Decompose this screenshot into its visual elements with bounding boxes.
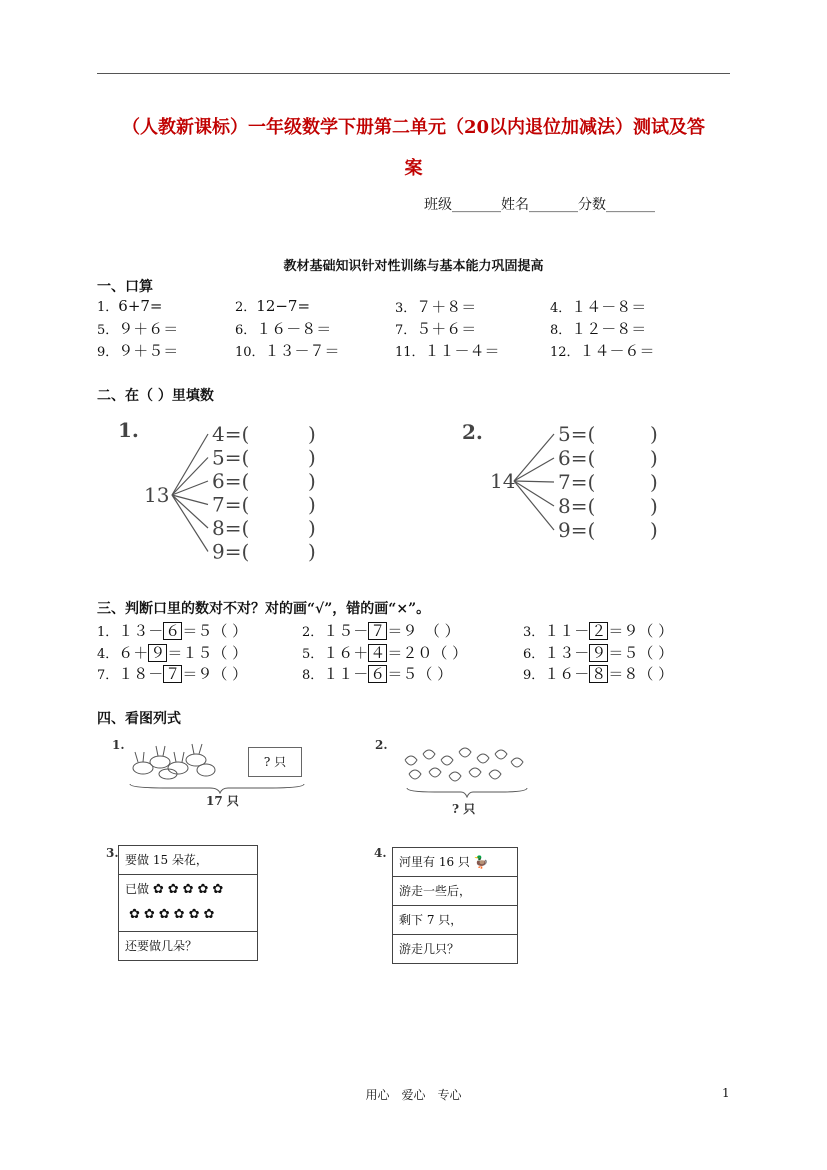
pic2-question: ? 只 [452,802,476,816]
oral-calc-item [550,340,655,361]
item-prefix: １３－ [118,622,164,640]
pic1-total: 17 只 [206,794,239,808]
fig-row: 5=( [212,445,250,470]
fig-row: 6=( [212,469,250,493]
item-expression: １４－８＝ [571,298,647,316]
item-number: 1． [97,625,119,640]
boxed-number: ７ [165,665,181,683]
fig-row: 4=( [212,422,250,446]
page-number: 1 [722,1086,730,1100]
oral-calc-item [235,296,310,315]
item-number: 7． [97,668,119,683]
judgement-item [523,620,673,641]
oral-calc-item [550,296,646,317]
pic3-card [118,845,258,961]
item-number: 5． [302,647,324,662]
judgement-item [302,620,460,641]
oral-calc-item [235,318,331,339]
pic1-unknown-box: ? 只 [248,747,302,777]
fig-close-paren: ) [650,470,658,494]
fig-branch-line [172,434,208,495]
item-number: 12． [550,345,580,360]
item-expression: ９＋６＝ [118,320,179,338]
fig-branch-line [514,481,554,506]
fig1-label: 1. [118,418,139,442]
rabbits-drawing [128,740,218,782]
item-number: 3． [523,625,545,640]
fig-branch-line [172,481,208,495]
boxed-number: ９ [150,644,166,662]
decomposition-figures [110,415,730,565]
pic4-line1: 河里有 16 只 [399,855,470,869]
flower-icons-row2: ✿✿✿✿✿✿ [129,907,219,922]
item-expression: １６－８＝ [256,320,332,338]
item-suffix: ＝８（ ） [608,665,674,683]
birds-drawing [395,740,530,786]
fig-branch-line [514,458,554,481]
fig-branch-line [514,481,554,482]
pic4-line2: 游走一些后， [393,877,517,906]
item-expression: １１－４＝ [424,342,500,360]
item-prefix: １１－ [323,665,369,683]
boxed-number: ２ [591,622,607,640]
fig-close-paren: ) [650,494,658,518]
doc-title-line2: 案 [404,158,423,179]
header-rule [97,73,730,74]
boxed-number: ９ [591,644,607,662]
item-prefix: １３－ [544,644,590,662]
fig-close-paren: ) [308,539,316,564]
item-number: 5． [97,323,119,338]
item-expression: １４－６＝ [579,342,655,360]
footer-text: 用心 爱心 专心 [365,1088,462,1102]
pic3-line2: 已做 [125,882,150,896]
duck-icon: 🦆 [473,855,489,869]
boxed-number: ７ [370,622,386,640]
pic2-label: 2. [375,738,388,752]
fig2-label: 2. [462,420,483,444]
section1-heading: 一、口算 [97,279,153,295]
fig-row: 9=( [212,539,250,564]
oral-calc-item [97,340,178,361]
pic3-line3: 还要做几朵？ [125,939,198,953]
item-prefix: １６＋ [323,644,369,662]
item-expression: １３－７＝ [264,342,340,360]
item-suffix: ＝９（ ） [182,665,248,683]
item-number: 6． [523,647,545,662]
pic2-brace [405,786,530,798]
student-info: 班级_______姓名_______分数_______ [424,197,655,213]
item-number: 3． [395,301,417,316]
oral-calc-item [235,340,340,361]
flower-icons: ✿✿✿✿✿ [152,882,228,897]
boxed-number: ６ [165,622,181,640]
pic4-line4: 游走几只？ [399,942,460,956]
judgement-item [523,642,673,663]
judgement-item [97,620,247,641]
item-suffix: ＝１５（ ） [167,644,248,662]
oral-calc-item [550,318,646,339]
fig-row: 7=( [558,470,596,494]
item-suffix: ＝５（ ） [608,644,674,662]
item-number: 11． [395,345,425,360]
item-expression: 12−7= [256,297,311,315]
fig-branch-line [514,481,554,530]
judgement-item [97,663,247,684]
fig-row: 5=( [558,422,596,446]
item-expression: ７＋８＝ [416,298,477,316]
item-expression: １２－８＝ [571,320,647,338]
pic4-card [392,847,518,964]
fig-row: 9=( [558,518,596,542]
fig1-root: 13 [144,483,170,507]
fig-row: 8=( [212,516,250,540]
fig-close-paren: ) [650,446,658,470]
item-number: 1． [97,300,119,315]
oral-calc-item [97,318,178,339]
oral-calc-item [395,296,476,317]
item-prefix: １１－ [544,622,590,640]
pic3-label: 3. [106,846,119,860]
fig2-root: 14 [490,469,516,493]
doc-title-line1: （人教新课标）一年级数学下册第二单元（20以内退位加减法）测试及答 [121,117,706,138]
boxed-number: ８ [591,665,607,683]
item-number: 2． [302,625,324,640]
judgement-item [302,663,452,684]
fig-close-paren: ) [308,469,316,493]
item-prefix: ６＋ [118,644,149,662]
item-expression: 6+7= [118,297,163,315]
pic3-line1: 要做 15 朵花， [119,846,257,875]
fig-branch-line [172,458,208,496]
fig-close-paren: ) [308,422,316,446]
oral-calc-item [395,340,500,361]
item-number: 10． [235,345,265,360]
pic1-label: 1. [112,738,125,752]
item-number: 8． [302,668,324,683]
fig-row: 7=( [212,492,250,517]
fig-close-paren: ) [650,518,658,542]
section2-heading: 二、在（ ）里填数 [97,388,214,404]
fig-branch-line [514,434,554,481]
item-suffix: ＝２０（ ） [387,644,468,662]
item-number: 4． [550,301,572,316]
fig-row: 6=( [558,446,596,470]
fig-close-paren: ) [308,445,316,470]
oral-calc-item [97,296,163,315]
item-prefix: １５－ [323,622,369,640]
judgement-item [302,642,467,663]
item-number: 8． [550,323,572,338]
item-prefix: １８－ [118,665,164,683]
section4-heading: 四、看图列式 [97,711,181,727]
fig-row: 8=( [558,494,596,518]
oral-calc-item [395,318,476,339]
item-number: 9． [97,345,119,360]
judgement-item [97,642,247,663]
item-suffix: ＝９ （ ） [387,622,460,640]
pic4-label: 4. [374,846,387,860]
pic4-line3: 剩下 7 只， [393,906,517,935]
item-expression: ９＋５＝ [118,342,179,360]
item-number: 4． [97,647,119,662]
fig-close-paren: ) [308,492,316,517]
fig-close-paren: ) [650,422,658,446]
judgement-item [523,663,673,684]
item-expression: ５＋６＝ [416,320,477,338]
item-suffix: ＝５（ ） [182,622,248,640]
item-number: 2． [235,300,257,315]
pic3-flowers [119,875,257,932]
item-number: 9． [523,668,545,683]
item-number: 7． [395,323,417,338]
item-suffix: ＝９（ ） [608,622,674,640]
boxed-number: ６ [370,665,386,683]
item-prefix: １６－ [544,665,590,683]
fig-close-paren: ) [308,516,316,540]
item-number: 6． [235,323,257,338]
section3-heading: 三、判断口里的数对不对？对的画“√”，错的画“×”。 [97,601,431,617]
item-suffix: ＝５（ ） [387,665,453,683]
boxed-number: ４ [370,644,386,662]
subtitle: 教材基础知识针对性训练与基本能力巩固提高 [283,259,544,274]
